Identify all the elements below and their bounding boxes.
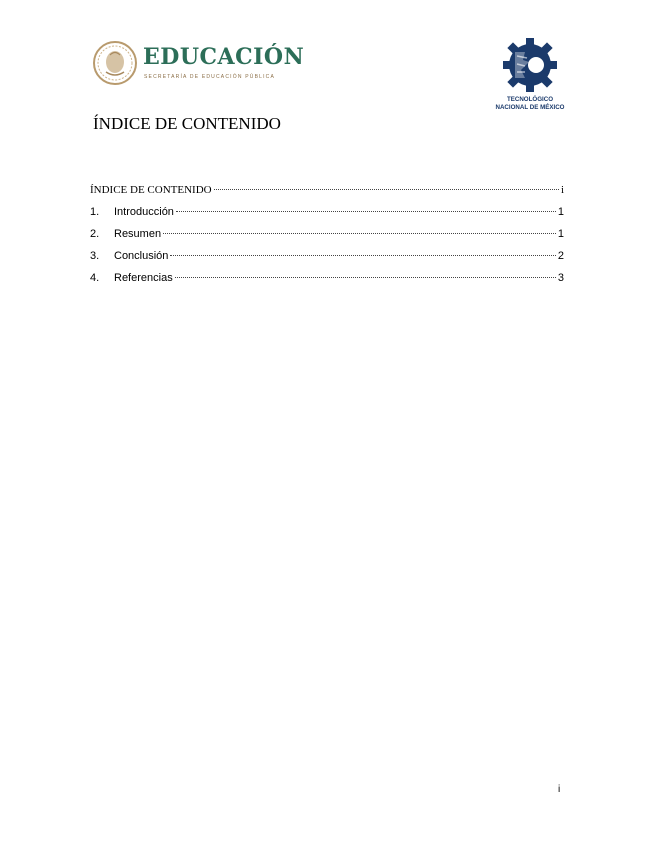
toc-entry-page: 2 [557, 250, 564, 262]
tecnm-line-2: NACIONAL DE MÉXICO [495, 104, 565, 111]
toc-entry-page: 1 [557, 206, 564, 218]
page-number: i [558, 784, 561, 795]
toc-entry-label: Resumen [114, 228, 162, 240]
toc-entry-label: ÍNDICE DE CONTENIDO [90, 184, 212, 196]
table-of-contents [90, 184, 564, 294]
toc-entry-referencias[interactable] [90, 272, 564, 294]
mexican-seal-icon [93, 40, 137, 86]
toc-entry-label: Introducción [114, 206, 174, 218]
toc-entry-label: Conclusión [114, 250, 169, 262]
toc-entry-number: 1. [90, 206, 100, 218]
toc-leader-dots [175, 277, 556, 278]
toc-entry-resumen[interactable] [90, 228, 564, 250]
toc-leader-dots [214, 189, 559, 190]
page-heading: ÍNDICE DE CONTENIDO [93, 114, 281, 133]
edu-subtitle: SECRETARÍA DE EDUCACIÓN PÚBLICA [144, 74, 276, 80]
toc-entry-introduccion[interactable] [90, 206, 564, 228]
toc-leader-dots [176, 211, 556, 212]
toc-entry-page: i [560, 184, 564, 196]
tecnm-gear-logo-icon [503, 38, 557, 92]
toc-leader-dots [170, 255, 555, 256]
toc-entry-number: 3. [90, 250, 100, 262]
toc-entry-number: 4. [90, 272, 100, 284]
toc-leader-dots [163, 233, 556, 234]
toc-entry-page: 3 [557, 272, 564, 284]
sep-logo [93, 40, 308, 88]
tecnm-line-1: TECNOLÓGICO [506, 96, 554, 103]
toc-entry-conclusion[interactable] [90, 250, 564, 272]
tecnm-logo [495, 38, 575, 118]
toc-entry-number: 2. [90, 228, 100, 240]
edu-title: EDUCACIÓN [143, 44, 305, 70]
toc-entry-indice[interactable] [90, 184, 564, 206]
toc-entry-label: Referencias [114, 272, 173, 284]
toc-entry-page: 1 [557, 228, 564, 240]
